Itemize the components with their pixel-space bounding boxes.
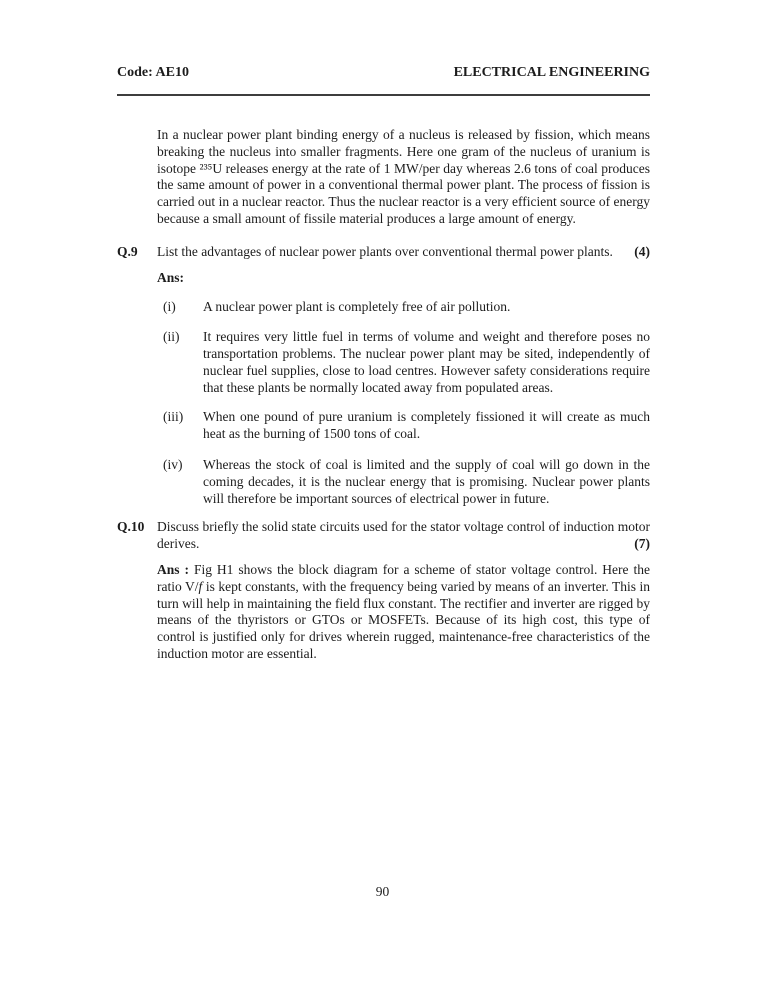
answer-10-paragraph: [157, 562, 650, 663]
page-number: 90: [375, 884, 390, 899]
question-10-marks: (7): [634, 536, 650, 552]
list-marker: (iii): [163, 409, 184, 425]
answer-10-run2: is kept constants, with the frequency being varied by means of an inverter. This in turn will help in maintaining the field flux constant. The rectifier and inverter are rigged by means of the thyristors or GTOs or MOSFETs. Because of its high cost, this type of control is justified only for drives wherein rugged, maintenance-free characteristics of the induction motor are essential.: [157, 578, 651, 661]
question-10-label: Q.10: [117, 519, 145, 535]
answer-9-heading: Ans:: [157, 269, 185, 285]
question-10-text: [157, 519, 650, 553]
header-rule: [117, 94, 650, 96]
question-10-body: Discuss briefly the solid state circuits used for the stator voltage control of induction motor derives.: [157, 519, 650, 552]
list-item-iv: [163, 457, 650, 507]
list-item-text: When one pound of pure uranium is completely fissioned it will create as much heat as the burning of 1500 tons of coal.: [203, 409, 650, 442]
list-item-text: Whereas the stock of coal is limited and the supply of coal will go down in the coming decades, it is the nuclear energy that is promising. Nuclear power plants will therefore be important sources of electrical power in future.: [203, 456, 650, 506]
question-9-label: Q.9: [117, 243, 138, 259]
answer-10-prefix: Ans :: [157, 561, 189, 577]
list-item-text: A nuclear power plant is completely free of air pollution.: [203, 299, 511, 315]
answer-10-italic-f: f: [198, 578, 203, 594]
page-header: [117, 64, 650, 81]
answer-9-list: [117, 299, 650, 507]
list-item-ii: [163, 329, 650, 396]
header-subject: ELECTRICAL ENGINEERING: [453, 65, 650, 80]
list-marker: (i): [163, 299, 176, 315]
intro-paragraph: In a nuclear power plant binding energy of a nucleus is released by fission, which means breaking the nucleus into smaller fragments. Here one gram of the nucleus of uranium is isotope ²³⁵U releases energy at the rate of 1 MW/per day whereas 2.6 tons of coal produces the same amount of power in a conventional thermal power plant. The process of fission is carried out in a nuclear reactor. Thus the nuclear reactor is a very efficient source of energy because a small amount of fissile material produces a large amount of energy.: [157, 127, 650, 226]
list-marker: (iv): [163, 456, 183, 472]
list-item-i: [163, 299, 650, 316]
header-code: Code: AE10: [117, 65, 189, 80]
list-item-text: It requires very little fuel in terms of volume and weight and therefore poses no transportation problems. The nuclear power plant may be sited, independently of nuclear fuel supplies, close to load centres. However safety considerations require that these plants be normally located away from populated areas.: [203, 329, 650, 395]
question-9-body: List the advantages of nuclear power plants over conventional thermal power plants.: [157, 243, 613, 259]
answer-10-run1: Fig H1 shows the block diagram for a scheme of stator voltage control. Here the ratio V/: [157, 561, 650, 594]
question-9-marks: (4): [634, 243, 650, 259]
question-9-text: [157, 244, 650, 261]
list-marker: (ii): [163, 329, 180, 345]
list-item-iii: [163, 409, 650, 443]
question-9: [117, 244, 650, 261]
question-10: [117, 519, 650, 553]
